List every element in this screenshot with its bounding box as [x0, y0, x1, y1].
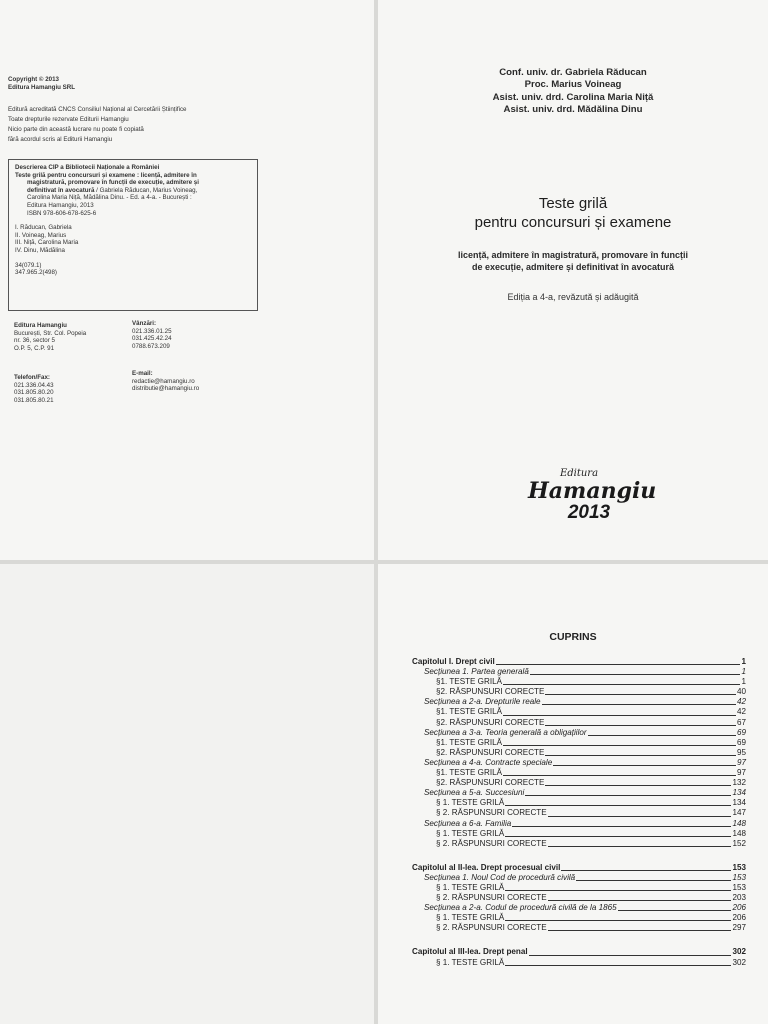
toc-leader-line [505, 836, 731, 837]
toc-entry-text: Secțiunea a 2-a. Drepturile reale [424, 697, 541, 707]
toc-page-number: 297 [732, 923, 746, 933]
contents-page [378, 564, 768, 1024]
address-line-3: O.P. 5, C.P. 91 [14, 344, 55, 352]
toc-section [412, 697, 746, 707]
toc-leader-line [529, 955, 732, 956]
toc-entry-text: Capitolul I. Drept civil [412, 657, 495, 666]
toc-leader-line [505, 920, 731, 921]
sales-2: 031.425.42.24 [132, 335, 172, 343]
note-accreditation: Editură acreditată CNCS Consiliul Național al Cercetării Științifice [8, 106, 187, 113]
toc-subsection [412, 768, 746, 778]
toc-page-number: 203 [732, 893, 746, 903]
toc-page-number: 153 [732, 882, 746, 892]
email-label: E-mail: [132, 370, 153, 377]
logo-year: 2013 [567, 502, 611, 523]
toc-page-number: 153 [732, 872, 746, 882]
toc-section [412, 788, 746, 798]
toc-subsection [412, 808, 746, 818]
toc-subsection [412, 798, 746, 808]
toc-leader-line [548, 846, 732, 847]
toc-page-number: 1 [741, 667, 746, 677]
toc-entry-text: Secțiunea 1. Partea generală [424, 667, 529, 677]
cip-class-1: 34(079.1) [15, 261, 42, 269]
book-title [378, 194, 768, 232]
toc-page-number: 67 [736, 717, 746, 727]
cip-title-3-rest: / Gabriela Răducan, Marius Voineag, [94, 186, 198, 194]
address-line-2: nr. 36, sector 5 [14, 337, 55, 345]
book-subtitle-line-2: de execuție, admitere și definitivat în avocatură [471, 262, 675, 272]
toc-page-number: 69 [736, 727, 746, 737]
toc-leader-line [545, 725, 736, 726]
toc-leader-line [525, 795, 731, 796]
cip-author-4: IV. Dinu, Mădălina [15, 246, 65, 254]
toc-page-number: 134 [732, 798, 746, 808]
note-consent: fără acordul scris al Editurii Hamangiu [8, 135, 113, 143]
toc-leader-line [542, 704, 736, 705]
toc-page-number: 153 [732, 862, 746, 872]
toc-leader-line [503, 775, 736, 776]
toc-subsection [412, 778, 746, 788]
cip-title-2: magistratură, promovare în funcții de execuție, admitere și [27, 179, 199, 187]
toc-page-number: 206 [732, 903, 746, 913]
toc-leader-line [505, 805, 731, 806]
toc-page-number: 206 [732, 913, 746, 923]
toc-leader-line [618, 910, 732, 911]
toc-leader-line [545, 785, 731, 786]
toc-subsection [412, 893, 746, 903]
cip-title-1: Teste grilă pentru concursuri și examene : licență, admitere în [15, 171, 197, 179]
author-1: Conf. univ. dr. Gabriela Răducan [499, 67, 647, 78]
author-3: Asist. univ. drd. Carolina Maria Niță [492, 91, 654, 103]
publisher-contact [14, 322, 334, 422]
sales-1: 021.336.01.25 [132, 327, 172, 335]
title-page [378, 0, 768, 560]
book-subtitle-line-1: licență, admitere în magistratură, promovare în funcții [457, 250, 689, 260]
logo-word: Editura [559, 468, 599, 479]
toc-section [412, 819, 746, 829]
phone-3: 031.805.80.21 [14, 396, 54, 404]
toc-page-number: 1 [741, 677, 746, 687]
edition-note: Ediția a 4-a, revăzută și adăugită [507, 292, 639, 302]
copyright-block [8, 76, 75, 91]
book-subtitle [378, 249, 768, 273]
toc-page-number: 152 [732, 838, 746, 848]
toc-entry-text: Secțiunea a 4-a. Contracte speciale [424, 757, 553, 767]
toc-section [412, 873, 746, 883]
toc-leader-line [548, 816, 732, 817]
toc-entry-text: Secțiunea a 6-a. Familia [424, 818, 512, 828]
toc-section [412, 728, 746, 738]
toc-leader-line [576, 880, 731, 881]
toc-entry-text: § 1. TESTE GRILĂ [436, 913, 505, 923]
toc-leader-line [530, 674, 741, 675]
toc-gap [412, 849, 746, 863]
toc-entry-text: Secțiunea 1. Noul Cod de procedură civilă [424, 872, 576, 882]
toc-leader-line [505, 890, 731, 891]
author-list [378, 67, 768, 117]
toc-subsection [412, 829, 746, 839]
cip-box [8, 159, 258, 311]
toc-page-number: 134 [732, 788, 746, 798]
toc-list [412, 657, 746, 968]
toc-leader-line [503, 684, 741, 685]
cip-title-3-bold: definitivat în avocatură [27, 186, 95, 194]
toc-entry-text: §2. RĂSPUNSURI CORECTE [436, 747, 545, 757]
phone-2: 031.805.80.20 [14, 389, 54, 397]
toc-page-number: 148 [732, 828, 746, 838]
toc-page-number: 132 [732, 778, 746, 788]
toc-entry-text: §1. TESTE GRILĂ [436, 768, 502, 778]
toc-page-number: 147 [732, 808, 746, 818]
toc-page-number: 1 [741, 657, 746, 666]
cip-isbn: ISBN 978-606-678-625-6 [27, 209, 97, 217]
toc-entry-text: § 2. RĂSPUNSURI CORECTE [436, 893, 547, 903]
toc-section [412, 903, 746, 913]
toc-chapter [412, 657, 746, 667]
toc-gap [412, 933, 746, 947]
toc-entry-text: §2. RĂSPUNSURI CORECTE [436, 717, 545, 727]
cip-title-3 [15, 187, 251, 195]
email-2: distributie@hamangiu.ro [132, 385, 200, 393]
copyright-holder: Editura Hamangiu SRL [8, 83, 76, 91]
toc-subsection [412, 958, 746, 968]
toc-subsection [412, 738, 746, 748]
toc-entry-text: § 1. TESTE GRILĂ [436, 798, 505, 808]
book-title-line-1: Teste grilă [538, 195, 608, 212]
toc-section [412, 667, 746, 677]
toc-entry-text: Secțiunea a 2-a. Codul de procedură civilă de la 1865 [424, 903, 617, 913]
toc-leader-line [561, 870, 731, 871]
email-1: redactie@hamangiu.ro [132, 377, 195, 385]
toc-entry-text: Secțiunea a 3-a. Teoria generală a obligațiilor [424, 727, 587, 737]
toc-leader-line [548, 930, 732, 931]
toc-leader-line [553, 765, 736, 766]
toc-entry-text: §2. RĂSPUNSURI CORECTE [436, 687, 545, 697]
toc-page-number: 302 [732, 957, 746, 967]
copyright-line: Copyright © 2013 [8, 76, 59, 83]
toc-page-number: 42 [736, 697, 746, 707]
cip-author-2: II. Voineag, Marius [15, 231, 67, 239]
toc-page-number: 40 [736, 687, 746, 697]
cip-class-2: 347.965.2(498) [15, 269, 57, 277]
toc-entry-text: § 2. RĂSPUNSURI CORECTE [436, 838, 547, 848]
toc-chapter [412, 947, 746, 957]
toc-title: CUPRINS [549, 631, 597, 643]
toc-leader-line [505, 965, 731, 966]
toc-entry-text: § 2. RĂSPUNSURI CORECTE [436, 808, 547, 818]
rights-notes [8, 106, 368, 146]
phone-1: 021.336.04.43 [14, 381, 54, 389]
toc-page-number: 97 [736, 757, 746, 767]
phone-label: Telefon/Fax: [14, 374, 50, 381]
cip-authors-line: Carolina Maria Niță, Mădălina Dinu. - Ed. a 4-a. - București : [27, 194, 192, 202]
toc-page-number: 302 [732, 947, 746, 957]
publisher-phones [14, 374, 54, 404]
toc-entry-text: § 1. TESTE GRILĂ [436, 828, 505, 838]
toc-subsection [412, 913, 746, 923]
toc-entry-text: §1. TESTE GRILĂ [436, 707, 502, 717]
toc-leader-line [496, 664, 741, 665]
publisher-address [14, 322, 86, 352]
toc-leader-line [512, 826, 731, 827]
cip-publisher-line: Editura Hamangiu, 2013 [27, 201, 94, 209]
logo-name: Hamangiu [528, 478, 657, 504]
cip-author-1: I. Răducan, Gabriela [15, 224, 72, 232]
author-2: Proc. Marius Voineag [524, 79, 622, 91]
toc-leader-line [503, 715, 736, 716]
toc-entry-text: Capitolul al II-lea. Drept procesual civil [412, 862, 561, 872]
toc-entry-text: § 1. TESTE GRILĂ [436, 882, 505, 892]
toc-subsection [412, 923, 746, 933]
sales-3: 0788.673.209 [132, 342, 170, 350]
address-line-1: București, Str. Col. Popeia [14, 329, 87, 337]
publisher-emails [132, 370, 199, 393]
toc-page-number: 95 [736, 747, 746, 757]
toc-leader-line [545, 755, 736, 756]
publisher-sales [132, 320, 172, 350]
book-title-line-2: pentru concursuri și examene [474, 214, 672, 231]
cip-heading: Descrierea CIP a Bibliotecii Naționale a României [15, 164, 160, 171]
toc-leader-line [545, 694, 736, 695]
toc-subsection [412, 839, 746, 849]
author-4: Asist. univ. drd. Mădălina Dinu [503, 104, 643, 116]
toc-leader-line [503, 745, 736, 746]
toc-subsection [412, 687, 746, 697]
toc-section [412, 758, 746, 768]
cip-author-3: III. Niță, Carolina Maria [15, 239, 79, 247]
toc-entry-text: §1. TESTE GRILĂ [436, 677, 502, 687]
toc-leader-line [548, 900, 732, 901]
toc-entry-text: Secțiunea a 5-a. Succesiuni [424, 788, 525, 798]
note-rights: Toate drepturile rezervate Editurii Hamangiu [8, 115, 129, 123]
toc-entry-text: § 1. TESTE GRILĂ [436, 957, 505, 967]
toc-page-number: 69 [736, 737, 746, 747]
toc-subsection [412, 677, 746, 687]
imprint-page [0, 0, 374, 560]
toc-subsection [412, 707, 746, 717]
toc-entry-text: §1. TESTE GRILĂ [436, 737, 502, 747]
toc-page-number: 148 [732, 818, 746, 828]
toc-entry-text: §2. RĂSPUNSURI CORECTE [436, 778, 545, 788]
toc-subsection [412, 718, 746, 728]
toc-entry-text: § 2. RĂSPUNSURI CORECTE [436, 923, 547, 933]
toc-entry-text: Capitolul al III-lea. Drept penal [412, 947, 528, 957]
toc-chapter [412, 863, 746, 873]
note-copy: Nicio parte din această lucrare nu poate fi copiată [8, 125, 144, 133]
blank-page [0, 564, 374, 1024]
toc-page-number: 97 [736, 768, 746, 778]
toc-subsection [412, 748, 746, 758]
publisher-logo [524, 468, 657, 532]
toc-page-number: 42 [736, 707, 746, 717]
sales-label: Vânzări: [132, 320, 157, 327]
toc-subsection [412, 883, 746, 893]
toc-leader-line [588, 735, 736, 736]
publisher-name: Editura Hamangiu [14, 322, 67, 329]
